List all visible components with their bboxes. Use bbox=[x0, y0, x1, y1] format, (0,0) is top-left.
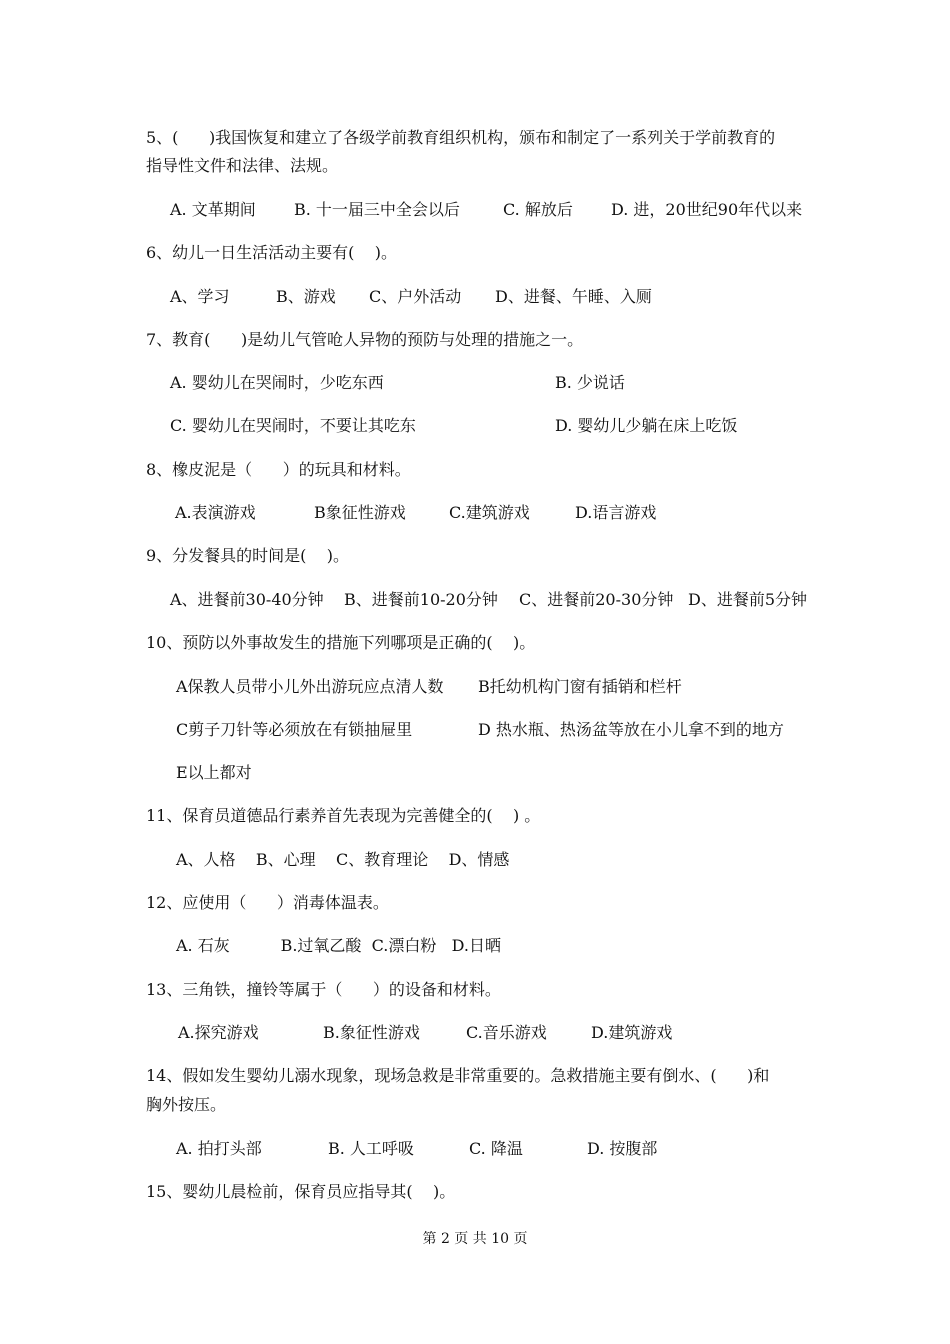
q6-option-c: C、户外活动 bbox=[369, 287, 462, 306]
q10-option-a: A保教人员带小儿外出游玩应点清人数 bbox=[176, 677, 444, 696]
q7-option-d: D. 婴幼儿少躺在床上吃饭 bbox=[555, 416, 738, 435]
q9-option-c: C、进餐前20-30分钟 bbox=[519, 590, 674, 609]
q9-option-a: A、进餐前30-40分钟 bbox=[170, 590, 324, 609]
q8-stem: 8、橡皮泥是（ ）的玩具和材料。 bbox=[146, 460, 411, 479]
q13-stem: 13、三角铁，撞铃等属于（ ）的设备和材料。 bbox=[146, 980, 501, 999]
q8-option-c: C.建筑游戏 bbox=[449, 503, 530, 522]
q14-stem-line1: 14、假如发生婴幼儿溺水现象，现场急救是非常重要的。急救措施主要有倒水、( )和 bbox=[146, 1066, 770, 1085]
q13-option-b: B.象征性游戏 bbox=[323, 1023, 420, 1042]
q6-option-a: A、学习 bbox=[170, 287, 230, 306]
q11-options: A、人格 B、心理 C、教育理论 D、情感 bbox=[176, 850, 510, 869]
q10-option-b: B托幼机构门窗有插销和栏杆 bbox=[478, 677, 682, 696]
q9-stem: 9、分发餐具的时间是( )。 bbox=[146, 546, 350, 565]
q12-stem: 12、应使用（ ）消毒体温表。 bbox=[146, 893, 389, 912]
q11-stem: 11、保育员道德品行素养首先表现为完善健全的( ) 。 bbox=[146, 806, 541, 825]
q10-option-d: D 热水瓶、热汤盆等放在小儿拿不到的地方 bbox=[478, 720, 784, 739]
q5-option-a: A. 文革期间 bbox=[170, 200, 256, 219]
q5-option-d: D. 进，20世纪90年代以来 bbox=[611, 200, 803, 219]
q15-stem: 15、婴幼儿晨检前，保育员应指导其( )。 bbox=[146, 1182, 456, 1201]
q8-option-a: A.表演游戏 bbox=[175, 503, 256, 522]
q7-option-c: C. 婴幼儿在哭闹时，不要让其吃东 bbox=[170, 416, 416, 435]
q5-option-c: C. 解放后 bbox=[503, 200, 573, 219]
q6-option-b: B、游戏 bbox=[276, 287, 336, 306]
page-footer bbox=[0, 1229, 950, 1249]
q13-option-d: D.建筑游戏 bbox=[591, 1023, 673, 1042]
q7-option-b: B. 少说话 bbox=[555, 373, 625, 392]
q8-option-b: B象征性游戏 bbox=[314, 503, 406, 522]
q14-stem-line2: 胸外按压。 bbox=[146, 1095, 227, 1114]
q5-stem-line2: 指导性文件和法律、法规。 bbox=[146, 156, 339, 175]
q14-option-d: D. 按腹部 bbox=[587, 1139, 658, 1158]
q13-option-c: C.音乐游戏 bbox=[466, 1023, 547, 1042]
q9-option-d: D、进餐前5分钟 bbox=[688, 590, 808, 609]
q5-option-b: B. 十一届三中全会以后 bbox=[294, 200, 460, 219]
q5-stem-line1: 5、( )我国恢复和建立了各级学前教育组织机构，颁布和制定了一系列关于学前教育的 bbox=[146, 128, 776, 147]
q6-option-d: D、进餐、午睡、入厕 bbox=[495, 287, 652, 306]
q6-stem: 6、幼儿一日生活活动主要有( )。 bbox=[146, 243, 398, 262]
q14-option-a: A. 拍打头部 bbox=[176, 1139, 262, 1158]
q7-option-a: A. 婴幼儿在哭闹时，少吃东西 bbox=[170, 373, 384, 392]
q12-options: A. 石灰 B.过氧乙酸 C.漂白粉 D.日晒 bbox=[176, 936, 501, 955]
q9-option-b: B、进餐前10-20分钟 bbox=[344, 590, 498, 609]
q10-stem: 10、预防以外事故发生的措施下列哪项是正确的( )。 bbox=[146, 633, 536, 652]
q10-option-c: C剪子刀针等必须放在有锁抽屉里 bbox=[176, 720, 413, 739]
q14-option-c: C. 降温 bbox=[469, 1139, 523, 1158]
q10-option-e: E以上都对 bbox=[176, 763, 252, 782]
q8-option-d: D.语言游戏 bbox=[575, 503, 657, 522]
q14-option-b: B. 人工呼吸 bbox=[328, 1139, 414, 1158]
page-number: 第 2 页 共 10 页 bbox=[422, 1231, 528, 1247]
q7-stem: 7、教育( )是幼儿气管呛人异物的预防与处理的措施之一。 bbox=[146, 330, 584, 349]
q13-option-a: A.探究游戏 bbox=[178, 1023, 259, 1042]
